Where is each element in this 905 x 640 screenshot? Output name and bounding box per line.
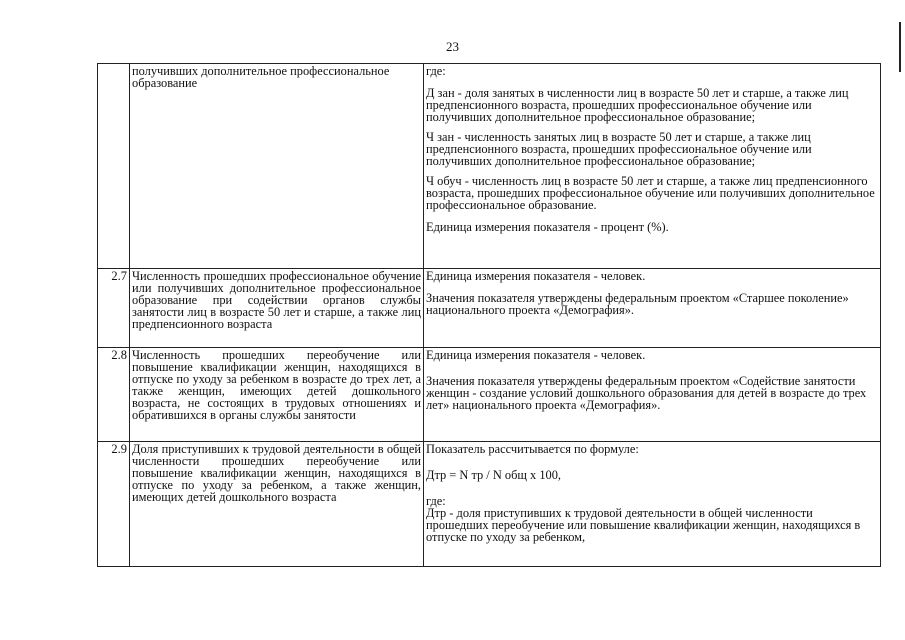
table-row — [98, 442, 881, 567]
indicator-name: получивших дополнительное профессиональное образование — [130, 64, 424, 269]
table-row — [98, 348, 881, 442]
formula-intro: Показатель рассчитывается по формуле: — [426, 442, 639, 456]
indicator-description — [424, 442, 881, 567]
margin-mark — [899, 22, 901, 72]
formula: Дтр = N тр / N общ x 100, — [426, 468, 562, 482]
row-number: 2.9 — [98, 442, 130, 567]
unit-text: Единица измерения показателя - процент (%). — [426, 220, 669, 234]
indicator-description — [424, 348, 881, 442]
indicator-name: Доля приступивших к трудовой деятельности в общей численности прошедших переобучение или повышение квалификации женщин, находящихся в отпуске по уходу за ребенком, а также женщин, имеющих детей дошкольного возраста — [130, 442, 424, 567]
indicator-description — [424, 64, 881, 269]
row-number: 2.7 — [98, 269, 130, 348]
table-row — [98, 269, 881, 348]
page-number: 23 — [446, 39, 459, 54]
where-label: где: — [426, 494, 446, 508]
unit-text: Единица измерения показателя - человек. — [426, 269, 646, 283]
indicator-name: Численность прошедших переобучение или повышение квалификации женщин, находящихся в отпуске по уходу за ребенком в возрасте до трех лет, а также женщин, имеющих детей дошкольного возраста, не состоящих в трудовых отношениях и обратившихся в органы службы занятости — [130, 348, 424, 442]
definition-paragraph: Значения показателя утверждены федеральным проектом «Старшее поколение» национального проекта «Демография». — [426, 291, 849, 317]
unit-text: Единица измерения показателя - человек. — [426, 348, 646, 362]
indicator-description — [424, 269, 881, 348]
definition-paragraph: Д зан - доля занятых в численности лиц в возрасте 50 лет и старше, а также лиц предпенсионного возраста, прошедших профессиональное обучение или получивших дополнительное профессиональное образование; — [426, 86, 849, 124]
row-number — [98, 64, 130, 269]
definition-paragraph: Ч зан - численность занятых лиц в возрасте 50 лет и старше, а также лиц предпенсионного возраста, прошедших профессиональное обучение или получивших дополнительное профессиональное образование; — [426, 130, 812, 168]
table-row — [98, 64, 881, 269]
definition-paragraph: Дтр - доля приступивших к трудовой деятельности в общей численности прошедших переобучение или повышение квалификации женщин, находящихся в отпуске по уходу за ребенком, — [426, 506, 861, 544]
row-number: 2.8 — [98, 348, 130, 442]
indicators-table — [97, 63, 881, 567]
definition-paragraph: Значения показателя утверждены федеральным проектом «Содействие занятости женщин - создание условий дошкольного образования для детей в возрасте до трех лет» национального проекта «Демография». — [426, 374, 867, 412]
definition-paragraph: Ч обуч - численность лиц в возрасте 50 лет и старше, а также лиц предпенсионного возраста, прошедших профессиональное обучение или получивших дополнительное профессиональное образование. — [426, 174, 875, 212]
indicator-name: Численность прошедших профессиональное обучение или получивших дополнительное профессиональное образование при содействии органов службы занятости лиц в возрасте 50 лет и старше, а также лиц предпенсионного возраста — [130, 269, 424, 348]
where-label: где: — [426, 64, 446, 78]
